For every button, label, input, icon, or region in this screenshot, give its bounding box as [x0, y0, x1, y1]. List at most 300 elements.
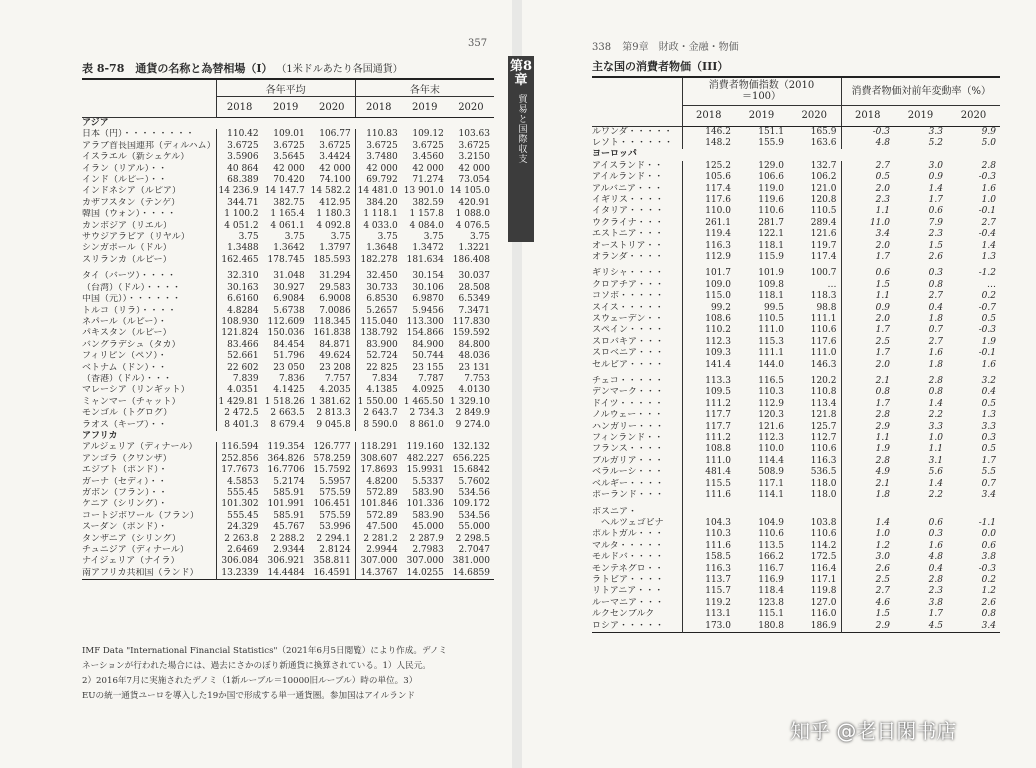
cell-value: 111.0 — [810, 348, 837, 359]
row-label: バングラデシュ（タカ） — [82, 339, 181, 350]
row-label: ヘルツェゴビナ — [592, 517, 664, 528]
cell-value: 117.4 — [682, 184, 735, 195]
cell-value: 100.7 — [810, 268, 837, 279]
cell-value: 118.3 — [810, 291, 837, 302]
year-header: 2020 — [309, 97, 355, 118]
cell-value: 52.661 — [216, 351, 262, 362]
row-label: アルジェリア（ディナール） — [82, 442, 198, 453]
cell-value: 534.56 — [458, 488, 490, 498]
table-row — [82, 175, 494, 186]
cell-value: 2 263.8 — [216, 534, 262, 545]
row-label: パキスタン（ルピー） — [82, 328, 172, 339]
cell-value: 2.9344 — [273, 545, 305, 556]
cell-value: 2.8 — [841, 456, 894, 467]
cell-value: 117.6 — [682, 195, 735, 206]
cell-value: 1.0 — [928, 433, 943, 444]
cell-value: 4.1385 — [355, 385, 401, 396]
cell-value: 583.90 — [412, 510, 444, 521]
cell-value: -1.1 — [978, 517, 996, 528]
cell-value: 7.753 — [464, 373, 490, 384]
cell-value: 555.45 — [216, 511, 262, 522]
cell-value: 5.2174 — [273, 476, 305, 487]
cell-value: 84.454 — [273, 339, 305, 350]
row-label: インドネシア（ルピア） — [82, 186, 181, 197]
cell-value: 120.8 — [810, 194, 837, 205]
cell-value: 113.4 — [810, 398, 837, 409]
cell-value: 104.3 — [682, 518, 735, 529]
row-label: ボスニア・ — [592, 506, 638, 517]
table-row — [592, 229, 1000, 240]
cell-value: 116.3 — [810, 455, 837, 466]
cell-value: 0.9 — [928, 172, 943, 183]
cell-value: 42 000 — [412, 163, 444, 174]
cell-value: 344.71 — [216, 198, 262, 209]
cell-value: 32.450 — [355, 271, 401, 282]
cell-value: 16.7706 — [267, 465, 305, 476]
cell-value: 106.6 — [758, 172, 784, 183]
cell-value: 115.3 — [758, 336, 784, 347]
table-row — [592, 399, 1000, 410]
cell-value: 118.345 — [313, 316, 351, 327]
cell-value: 4.0130 — [458, 385, 490, 396]
table-row — [82, 351, 494, 362]
cell-value: 572.89 — [355, 488, 401, 499]
row-label: スリランカ（ルピー） — [82, 254, 172, 265]
table-row — [82, 454, 494, 465]
cell-value: 110.6 — [758, 529, 784, 540]
cell-value: 572.89 — [355, 511, 401, 522]
cell-value: 1.5 — [928, 240, 943, 251]
cell-value: 0.4 — [981, 387, 996, 398]
cell-value: 52.724 — [355, 351, 401, 362]
cell-value: 2.7 — [928, 291, 943, 302]
cell-value: 121.0 — [810, 183, 837, 194]
cell-value — [788, 507, 841, 518]
cell-value: 2.8 — [928, 376, 943, 387]
cell-value: 51.796 — [273, 351, 305, 362]
cell-value — [735, 507, 788, 518]
table-row — [592, 376, 1000, 387]
table-row — [82, 499, 494, 510]
cell-value: 0.7 — [928, 325, 943, 336]
row-label: コソボ・・・・・ — [592, 291, 665, 302]
cell-value: 1 518.26 — [264, 396, 305, 407]
cell-value: 84.900 — [412, 339, 444, 350]
cell-value: 1.3797 — [319, 243, 351, 254]
cell-value: 2 288.2 — [270, 533, 305, 544]
cell-value: -0.4 — [978, 229, 996, 240]
cell-value: 47.500 — [355, 522, 401, 533]
row-label: ウクライナ・・・ — [592, 217, 664, 228]
row-label: ベルギー・・・・ — [592, 478, 665, 489]
row-label: ラオス（キープ）・・ — [82, 419, 168, 430]
cell-value: 9 045.8 — [316, 419, 351, 430]
table-title-left — [82, 60, 403, 76]
table-row — [82, 255, 494, 266]
cell-value: 6.6160 — [216, 294, 262, 305]
cell-value: 115.0 — [682, 291, 735, 302]
cell-value: 583.90 — [412, 488, 444, 498]
cell-value: 1.1 — [841, 433, 894, 444]
row-label: （香港）（ドル）・・・ — [82, 373, 173, 384]
cell-value: 112.9 — [758, 398, 784, 409]
row-label: モンテネグロ・・ — [592, 563, 664, 574]
cell-value: -0.1 — [978, 348, 996, 359]
cell-value: 1 157.8 — [409, 209, 444, 220]
cell-value: 578.259 — [313, 453, 351, 464]
cell-value: 9.9 — [981, 126, 996, 137]
cell-value: 14.3767 — [355, 568, 401, 580]
cell-value: 2.7983 — [412, 545, 444, 556]
table-row — [592, 195, 1000, 206]
cell-value: 8 861.0 — [409, 419, 444, 430]
table-row — [592, 507, 1000, 518]
cell-value: 2.7 — [841, 161, 894, 172]
cell-value: 1.3 — [981, 410, 996, 421]
cell-value: 3.5645 — [273, 152, 305, 163]
cell-value: 2.5 — [841, 337, 894, 348]
cell-value: 2.8124 — [319, 545, 351, 556]
cell-value: 364.826 — [267, 453, 305, 464]
table-row — [592, 348, 1000, 359]
cell-value: 42 000 — [458, 163, 490, 174]
cell-value: 110.0 — [682, 206, 735, 217]
table-row — [82, 465, 494, 476]
note-line: 2）2016年7月に実施されたデノミ（1新ルーブル＝10000旧ルーブル）時の単位。3） — [82, 676, 418, 686]
cell-value: 118.4 — [758, 586, 784, 597]
cell-value: 3.7480 — [355, 152, 401, 163]
row-label: モンゴル（トグログ） — [82, 408, 173, 419]
cell-value: 0.6 — [928, 206, 943, 217]
cpi-table — [592, 76, 1000, 633]
cell-value: 3.3 — [928, 126, 943, 137]
cell-value: 74.100 — [319, 175, 351, 186]
cell-value: 112.7 — [810, 433, 837, 444]
cell-value: 4 092.8 — [316, 220, 351, 231]
row-label: モルドバ・・・・ — [592, 552, 664, 563]
cell-value: 0.4 — [928, 563, 943, 574]
cell-value: 3.3 — [928, 421, 943, 432]
table-row — [82, 340, 494, 351]
cell-value: 109.8 — [758, 279, 784, 290]
cell-value: 8 401.3 — [216, 420, 262, 431]
cell-value — [947, 507, 1000, 518]
cell-value: 1 429.81 — [216, 397, 262, 408]
cell-value: 122.1 — [758, 229, 784, 240]
table-row — [82, 488, 494, 499]
table-row — [592, 598, 1000, 609]
table-row — [82, 568, 494, 580]
cell-value: 71.274 — [412, 175, 444, 186]
cell-value: 112.3 — [682, 337, 735, 348]
cell-value: 2.1 — [841, 376, 894, 387]
cell-value: 9 274.0 — [455, 419, 490, 430]
cell-value: 14 481.0 — [355, 186, 401, 197]
cell-value: 110.0 — [758, 444, 784, 455]
cell-value: 1.6 — [928, 540, 943, 551]
cell-value: 3.2150 — [458, 152, 490, 163]
cell-value: 1.6 — [928, 348, 943, 359]
table-row — [82, 556, 494, 567]
cell-value: 1 165.4 — [270, 209, 305, 220]
table-row — [82, 306, 494, 317]
cell-value: 4.2035 — [319, 385, 351, 396]
cell-value: 13.2339 — [216, 568, 262, 580]
row-label: ギリシャ・・・・ — [592, 268, 664, 279]
row-label: 日本（円）・・・・・・・・ — [82, 129, 195, 140]
cell-value: 1.7 — [928, 194, 943, 205]
row-label: ケニア（シリング）・ — [82, 499, 168, 510]
cell-value: 113.3 — [682, 376, 735, 387]
cell-value: 1.0 — [841, 529, 894, 540]
cell-value: 112.3 — [758, 433, 784, 444]
cell-value: 1 100.2 — [216, 209, 262, 220]
cell-value: 73.054 — [458, 175, 490, 186]
row-label: ノルウェー・・・ — [592, 410, 664, 421]
cell-value: 16.4591 — [313, 567, 351, 578]
cell-value: 2.7 — [928, 336, 943, 347]
cell-value: 3.4424 — [319, 152, 351, 163]
row-label: ナイジェリア（ナイラ） — [82, 556, 180, 567]
cell-value — [841, 507, 894, 518]
cell-value: 2.1 — [841, 479, 894, 490]
cell-value: 83.466 — [216, 340, 262, 351]
table-row — [592, 252, 1000, 263]
cell-value: 146.3 — [810, 359, 837, 370]
cell-value: 3.6725 — [412, 140, 444, 151]
cell-value: 0.4 — [928, 302, 943, 313]
cell-value: 30.037 — [458, 271, 490, 282]
cell-value: 2.3 — [928, 586, 943, 597]
table-row — [82, 209, 494, 220]
year-header: 2020 — [947, 105, 1000, 126]
cell-value: 555.45 — [216, 488, 262, 499]
cell-value: 0.3 — [928, 529, 943, 540]
table-row — [592, 303, 1000, 314]
cell-value: 1.3488 — [216, 243, 262, 254]
cell-value: 42 000 — [273, 163, 305, 174]
row-label: ロシア・・・・・ — [592, 620, 665, 631]
label-header — [592, 77, 682, 126]
cell-value: 2 472.5 — [216, 408, 262, 419]
cell-value: 14.4484 — [267, 567, 305, 578]
cell-value: 117.6 — [810, 336, 837, 347]
table-row — [592, 621, 1000, 633]
cell-value: 2.0 — [841, 184, 894, 195]
page-number-left: 357 — [468, 38, 488, 49]
cell-value: 6.5349 — [458, 294, 490, 305]
cell-value: 173.0 — [682, 621, 735, 633]
header-group-cpi: 消費者物価指数（2010＝100） — [682, 77, 841, 105]
cell-value: 1.4 — [841, 518, 894, 529]
table-row — [82, 129, 494, 140]
cell-value: -0.1 — [978, 206, 996, 217]
cell-value: 111.0 — [758, 325, 784, 336]
table-row — [82, 534, 494, 545]
cell-value: 129.0 — [758, 160, 784, 171]
cell-value: 101.9 — [758, 268, 784, 279]
cell-value: 3.4 — [981, 490, 996, 501]
row-label: コートジボワール（フラン） — [82, 510, 199, 521]
cell-value: 306.921 — [267, 556, 305, 567]
cell-value: 2.0 — [841, 241, 894, 252]
cell-value: 28.508 — [458, 282, 490, 293]
row-label: イタリア・・・・ — [592, 206, 665, 217]
cell-value: 3.6725 — [273, 140, 305, 151]
cell-value: 1.4 — [981, 240, 996, 251]
row-label: エジプト（ポンド）・ — [82, 465, 168, 476]
cell-value: 3.0 — [928, 160, 943, 171]
cell-value: 5.6738 — [273, 305, 305, 316]
cell-value: 3.6725 — [355, 141, 401, 152]
cell-value: 111.1 — [810, 314, 837, 324]
cell-value: 4.5853 — [216, 477, 262, 488]
table-row — [82, 152, 494, 163]
row-label: インド（ルピー）・・ — [82, 175, 168, 186]
table-row — [592, 291, 1000, 302]
cell-value: 101.846 — [355, 499, 401, 510]
cell-value: 6.9084 — [273, 294, 305, 305]
table-row — [592, 433, 1000, 444]
cell-value: 3.3 — [981, 421, 996, 432]
cell-value: 2.7047 — [458, 545, 490, 556]
cell-value: 3.6725 — [319, 140, 351, 151]
cell-value: 110.6 — [810, 325, 837, 336]
cell-value: 42 000 — [355, 164, 401, 175]
cell-value: 4.6 — [841, 598, 894, 609]
cell-value: 115.040 — [355, 317, 401, 328]
cell-value: 0.5 — [981, 314, 996, 324]
cell-value: 0.0 — [981, 529, 996, 540]
table-row — [82, 271, 494, 282]
cell-value: 117.7 — [682, 422, 735, 433]
cell-value: 1 550.00 — [355, 397, 401, 408]
cell-value: 148.2 — [682, 138, 735, 149]
cell-value: 2.6469 — [216, 545, 262, 556]
cell-value: 126.777 — [313, 442, 351, 453]
table-row — [82, 164, 494, 175]
cell-value: 308.607 — [355, 454, 401, 465]
cell-value: 1 180.3 — [316, 209, 351, 220]
cell-value: 7.839 — [216, 374, 262, 385]
cell-value: 3.2 — [981, 376, 996, 387]
cell-value: 114.4 — [758, 455, 784, 466]
cell-value: 1.3221 — [458, 243, 490, 254]
cell-value: 111.6 — [682, 490, 735, 501]
cell-value: 111.1 — [758, 348, 784, 359]
cell-value: 117.1 — [758, 478, 784, 489]
table-row — [592, 529, 1000, 540]
cell-value: 118.0 — [810, 478, 837, 489]
cell-value: 2.3 — [928, 229, 943, 240]
table-row — [592, 325, 1000, 336]
header-group-change: 消費者物価対前年変動率（%） — [841, 77, 1000, 105]
table-row — [82, 397, 494, 408]
cell-value: -0.3 — [978, 325, 996, 336]
cell-value: 101.7 — [682, 268, 735, 279]
cell-value: 108.8 — [682, 444, 735, 455]
row-label: ガボン（フラン）・・ — [82, 488, 168, 498]
cell-value: 420.91 — [458, 197, 490, 208]
cell-value: 2 663.5 — [270, 408, 305, 419]
cell-value: 3.4 — [841, 229, 894, 240]
cell-value: 1.7 — [841, 325, 894, 336]
cell-value: 0.8 — [928, 279, 943, 290]
cell-value: 2 298.5 — [455, 533, 490, 544]
cell-value: 121.8 — [810, 410, 837, 421]
cell-value: 382.59 — [412, 197, 444, 208]
cell-value: 186.408 — [452, 254, 490, 265]
cell-value: 121.824 — [216, 328, 262, 339]
cell-value: 68.389 — [216, 175, 262, 186]
cell-value: 2 813.3 — [316, 408, 351, 419]
cell-value: 117.7 — [682, 410, 735, 421]
cell-value: 3.75 — [423, 232, 444, 243]
cell-value: 1.0 — [981, 194, 996, 205]
cell-value: 4.8 — [841, 138, 894, 149]
cell-value: 50.744 — [412, 351, 444, 362]
cell-value: 3.8 — [981, 552, 996, 563]
header-group-average: 各年平均 — [216, 79, 355, 97]
cell-value: 99.2 — [682, 303, 735, 314]
cell-value: 30.927 — [273, 282, 305, 293]
cell-value: 7.3471 — [458, 305, 490, 316]
cell-value: 111.6 — [682, 541, 735, 552]
table-row — [82, 232, 494, 243]
cell-value: 84.800 — [458, 339, 490, 350]
table-row — [82, 363, 494, 374]
cell-value: 2 734.3 — [409, 408, 444, 419]
table-row — [592, 456, 1000, 467]
cell-value: 119.0 — [758, 183, 784, 194]
cell-value: 5.7602 — [458, 476, 490, 487]
row-label: スウェーデン・・ — [592, 314, 664, 324]
cell-value: 113.5 — [758, 540, 784, 551]
row-label: アイルランド・・ — [592, 172, 664, 183]
cell-value: 1.5 — [841, 280, 894, 291]
cell-value: 116.5 — [758, 376, 784, 387]
table-subtitle: （1米ドルあたり各国通貨） — [276, 64, 403, 75]
section-heading: ヨーロッパ — [592, 149, 637, 160]
cell-value: 105.6 — [682, 172, 735, 183]
cell-value: 1.2 — [981, 586, 996, 597]
cell-value: 1.7 — [841, 399, 894, 410]
cell-value: 99.5 — [763, 302, 784, 313]
exchange-rate-table — [82, 78, 494, 580]
cell-value: 98.8 — [816, 302, 837, 313]
row-label: ベトナム（ドン）・・ — [82, 362, 168, 373]
row-label: フィリピン（ペソ）・ — [82, 351, 167, 362]
cell-value: 8 590.0 — [355, 420, 401, 431]
cell-value: 23 050 — [273, 362, 305, 373]
cell-value: 0.5 — [981, 398, 996, 409]
cell-value: 111.0 — [682, 456, 735, 467]
cell-value: 138.792 — [355, 328, 401, 339]
cell-value: 116.3 — [682, 241, 735, 252]
cell-value: 1.5 — [841, 609, 894, 620]
cell-value: 108.6 — [682, 314, 735, 325]
cell-value: 0.6 — [841, 268, 894, 279]
table-row — [82, 328, 494, 339]
table-row — [82, 374, 494, 385]
row-label: オーストリア・・ — [592, 240, 664, 251]
year-header: 2018 — [216, 97, 262, 118]
cell-value: 14 236.9 — [216, 186, 262, 197]
running-head: 第9章 財政・金融・物価 — [622, 42, 739, 53]
cell-value: 2.6 — [841, 564, 894, 575]
table-row — [592, 184, 1000, 195]
cell-value: 482.227 — [406, 453, 444, 464]
